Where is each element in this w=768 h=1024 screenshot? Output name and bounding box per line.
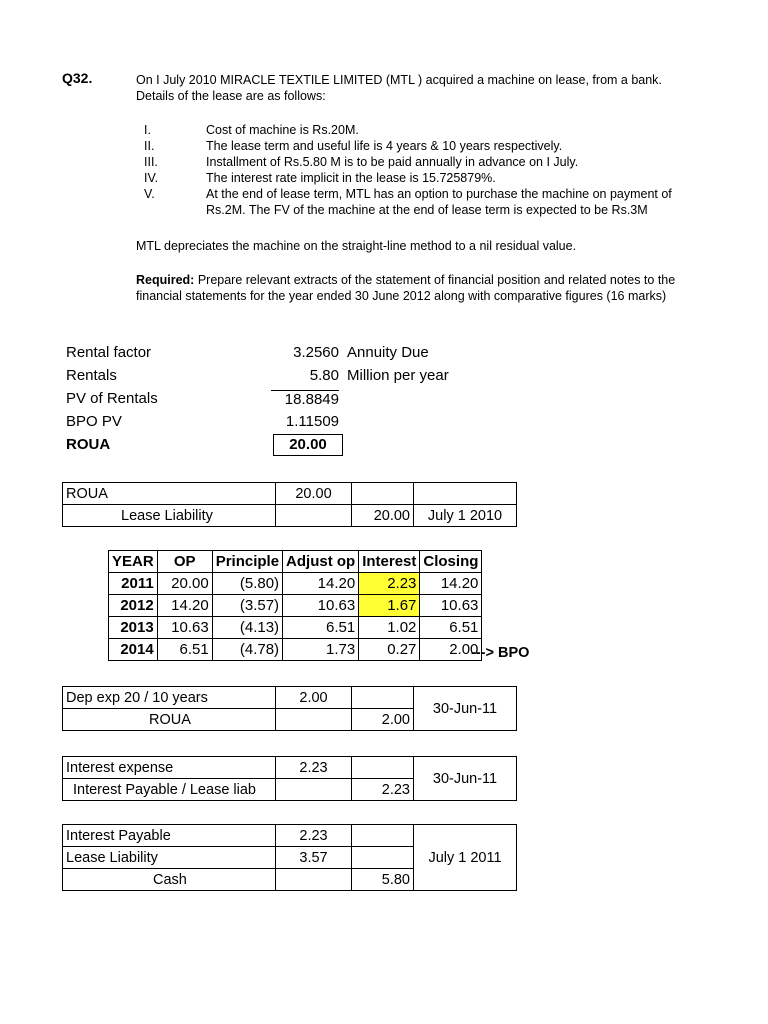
op-cell: 20.00	[157, 573, 212, 595]
journal-entry-interest	[62, 756, 517, 801]
bpo-pv-label: BPO PV	[66, 413, 122, 430]
year-cell: 2011	[109, 573, 158, 595]
interest-cell-highlighted: 1.67	[359, 595, 420, 617]
debit-account: Lease Liability	[63, 847, 276, 869]
credit-account: Cash	[63, 869, 276, 891]
year-cell: 2012	[109, 595, 158, 617]
list-item-text: The lease term and useful life is 4 years & 10 years respectively.	[206, 139, 563, 153]
roman-numeral: V.	[144, 187, 155, 201]
col-header: Closing	[420, 551, 482, 573]
principle-cell: (3.57)	[212, 595, 282, 617]
rentals-label: Rentals	[66, 367, 117, 384]
lease-amortisation-schedule	[108, 550, 482, 661]
list-item	[142, 138, 682, 154]
principle-cell: (4.13)	[212, 617, 282, 639]
roua-total-box: 20.00	[273, 434, 343, 456]
interest-cell: 1.02	[359, 617, 420, 639]
op-cell: 10.63	[157, 617, 212, 639]
required-label: Required:	[136, 273, 195, 287]
entry-date: 30-Jun-11	[414, 757, 517, 801]
list-item	[142, 186, 682, 218]
op-cell: 6.51	[157, 639, 212, 661]
debit-amount: 2.23	[276, 825, 352, 847]
debit-account: Interest Payable	[63, 825, 276, 847]
col-header: YEAR	[109, 551, 158, 573]
credit-amount: 5.80	[352, 869, 414, 891]
col-header: OP	[157, 551, 212, 573]
rental-factor-label: Rental factor	[66, 344, 152, 361]
list-item	[142, 170, 682, 186]
list-item	[142, 122, 682, 138]
adjust-op-cell: 1.73	[283, 639, 359, 661]
closing-cell: 6.51	[420, 617, 482, 639]
adjust-op-cell: 6.51	[283, 617, 359, 639]
credit-account: Lease Liability	[63, 505, 276, 527]
debit-amount: 2.23	[276, 757, 352, 779]
list-item-text: Installment of Rs.5.80 M is to be paid annually in advance on I July.	[206, 155, 579, 169]
debit-account: Interest expense	[63, 757, 276, 779]
closing-cell: 10.63	[420, 595, 482, 617]
table-row	[109, 617, 482, 639]
debit-amount: 2.00	[276, 687, 352, 709]
journal-entry-depreciation	[62, 686, 517, 731]
question-number: Q32.	[62, 70, 93, 86]
table-row	[109, 573, 482, 595]
debit-amount: 20.00	[276, 483, 352, 505]
lease-details-list	[142, 122, 682, 218]
debit-account: Dep exp 20 / 10 years	[63, 687, 276, 709]
table-row	[109, 639, 482, 661]
year-cell: 2014	[109, 639, 158, 661]
roman-numeral: III.	[144, 155, 158, 169]
pv-rentals-value: 18.8849	[271, 390, 339, 408]
roua-label: ROUA	[66, 436, 111, 453]
list-item-text: The interest rate implicit in the lease is 15.725879%.	[206, 171, 496, 185]
closing-cell: 14.20	[420, 573, 482, 595]
adjust-op-cell: 10.63	[283, 595, 359, 617]
schedule-header-row	[109, 551, 482, 573]
credit-amount: 20.00	[352, 505, 414, 527]
principle-cell: (4.78)	[212, 639, 282, 661]
interest-cell: 0.27	[359, 639, 420, 661]
col-header: Interest	[359, 551, 420, 573]
roman-numeral: I.	[144, 123, 151, 137]
entry-date: July 1 2011	[414, 825, 517, 891]
list-item-text: Cost of machine is Rs.20M.	[206, 123, 359, 137]
entry-date: July 1 2010	[414, 505, 517, 527]
debit-amount: 3.57	[276, 847, 352, 869]
principle-cell: (5.80)	[212, 573, 282, 595]
bpo-pv-value: 1.11509	[285, 413, 339, 430]
closing-cell: 2.00	[420, 639, 482, 661]
credit-amount: 2.23	[352, 779, 414, 801]
table-row	[109, 595, 482, 617]
journal-entry-initial-recognition	[62, 482, 517, 527]
roman-numeral: II.	[144, 139, 155, 153]
depreciation-note: MTL depreciates the machine on the straight-line method to a nil residual value.	[136, 239, 577, 253]
debit-account: ROUA	[63, 483, 276, 505]
op-cell: 14.20	[157, 595, 212, 617]
question-intro: On I July 2010 MIRACLE TEXTILE LIMITED (MTL ) acquired a machine on lease, from a bank. Details of the lease are as follows:	[136, 73, 662, 103]
rental-factor-value: 3.2560	[293, 344, 339, 361]
adjust-op-cell: 14.20	[283, 573, 359, 595]
journal-entry-installment-payment	[62, 824, 517, 891]
rental-factor-note: Annuity Due	[347, 344, 429, 361]
rentals-value: 5.80	[309, 367, 339, 384]
entry-date: 30-Jun-11	[414, 687, 517, 731]
interest-cell-highlighted: 2.23	[359, 573, 420, 595]
col-header: Adjust op	[283, 551, 359, 573]
required-paragraph	[136, 272, 676, 304]
list-item	[142, 154, 682, 170]
list-item-text: At the end of lease term, MTL has an option to purchase the machine on payment of Rs.2M. The FV of the machine at the end of lease term is expected to be Rs.3M	[206, 187, 672, 217]
pv-rentals-label: PV of Rentals	[66, 390, 158, 407]
bpo-arrow-label: ---> BPO	[471, 645, 530, 661]
credit-account: ROUA	[63, 709, 276, 731]
credit-account: Interest Payable / Lease liab	[63, 779, 276, 801]
col-header: Principle	[212, 551, 282, 573]
roman-numeral: IV.	[144, 171, 159, 185]
year-cell: 2013	[109, 617, 158, 639]
credit-amount: 2.00	[352, 709, 414, 731]
rentals-note: Million per year	[347, 367, 449, 384]
required-text: Prepare relevant extracts of the statement of financial position and related notes to the financial statements for the year ended 30 June 2012 along with comparative figures (16 marks)	[136, 273, 676, 303]
